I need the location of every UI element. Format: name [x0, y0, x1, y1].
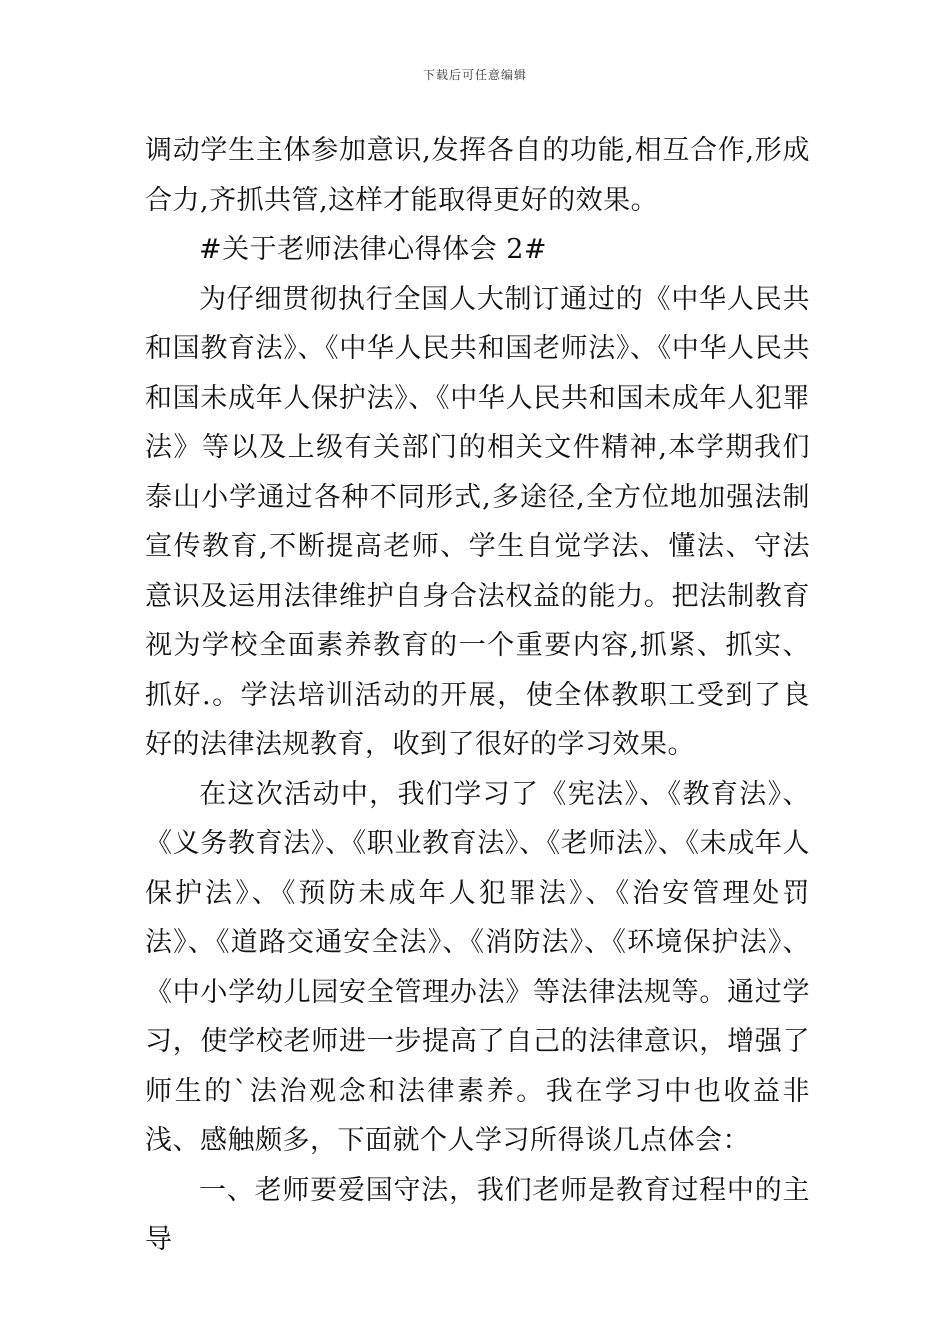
paragraph-3: 在这次活动中，我们学习了《宪法》、《教育法》、《义务教育法》、《职业教育法》、《老师法》、《未成年人保护法》、《预防未成年人犯罪法》、《治安管理处罚法》、《道路交通安全法》、《消防法》、《环境保护法》、《中小学幼儿园安全管理办法》等法律法规等。通过学习，使学校老师进一步提高了自己的法律意识，增强了师生的`法治观念和法律素养。我在学习中也收益非浅、感触颇多，下面就个人学习所得谈几点体会：: [145, 778, 810, 1156]
paragraph-2: 为仔细贯彻执行全国人大制订通过的《中华人民共和国教育法》、《中华人民共和国老师法》、《中华人民共和国未成年人保护法》、《中华人民共和国未成年人犯罪法》等以及上级有关部门的相关文件精神,本学期我们泰山小学通过各种不同形式,多途径,全方位地加强法制宣传教育,不断提高老师、学生自觉学法、懂法、守法意识及运用法律维护自身合法权益的能力。把法制教育视为学校全面素养教育的一个重要内容,抓紧、抓实、抓好.。学法培训活动的开展，使全体教职工受到了良好的法律法规教育，收到了很好的学习效果。: [145, 283, 810, 760]
section-heading: #关于老师法律心得体会 2#: [199, 234, 548, 265]
document-body: [145, 126, 810, 1265]
page-header: 下载后可任意编辑: [422, 68, 527, 82]
paragraph-4: 一、老师要爱国守法，我们老师是教育过程中的主导: [145, 1174, 810, 1255]
paragraph-1: 调动学生主体参加意识,发挥各自的功能,相互合作,形成合力,齐抓共管,这样才能取得更好的效果。: [145, 135, 810, 216]
